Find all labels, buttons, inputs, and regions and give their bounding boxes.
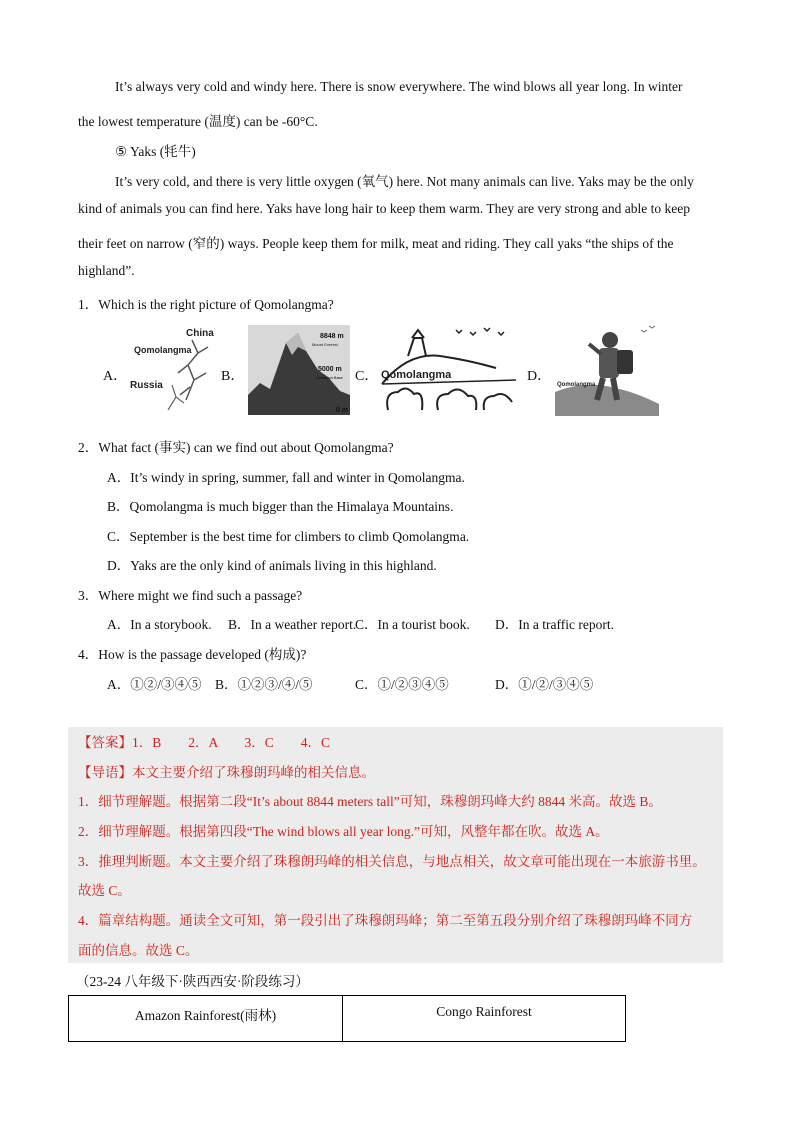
q4-option-d: D．①/②/③④⑤ — [495, 677, 594, 692]
answer-guide: 【导语】本文主要介绍了珠穆朗玛峰的相关信息。 — [78, 765, 375, 780]
pic-a-qomolangma: Qomolangma — [134, 345, 192, 355]
q4-option-b: B．①②③/④/⑤ — [215, 677, 313, 692]
q3-option-a: A．In a storybook. — [107, 617, 212, 632]
question-1-stem: 1．Which is the right picture of Qomolangma? — [78, 297, 334, 312]
q2-option-d: D．Yaks are the only kind of animals living in this highland. — [107, 558, 437, 573]
question-3-stem: 3．Where might we find such a passage? — [78, 588, 303, 603]
explanation-3-cont: 故选 C。 — [78, 883, 131, 898]
q2-option-c: C．September is the best time for climbers to climb Qomolangma. — [107, 529, 470, 544]
pic-b-top-sub: Mount Everest — [312, 342, 338, 347]
passage-line: highland”. — [78, 263, 135, 278]
pic-a-china: China — [186, 328, 214, 339]
pic-b-mid: 5000 m — [318, 366, 342, 373]
source-note: （23-24 八年级下·陕西西安·阶段练习） — [76, 974, 309, 989]
picture-d-climber — [555, 322, 659, 416]
passage-line: It’s always very cold and windy here. There is snow everywhere. The wind blows all year long. In winter — [115, 79, 683, 94]
answer-key: 【答案】1．B 2．A 3．C 4．C — [78, 735, 331, 750]
pic-c-qomolangma: Qomolangma — [381, 369, 452, 381]
q2-option-b: B．Qomolangma is much bigger than the Himalaya Mountains. — [107, 499, 454, 514]
explanation-1: 1．细节理解题。根据第二段“It’s about 8844 meters tall”可知，珠穆朗玛峰大约 8844 米高。故选 B。 — [78, 794, 662, 809]
option-d-label: D． — [527, 369, 552, 384]
question-2-stem: 2．What fact (事实) can we find out about Qomolangma? — [78, 440, 394, 455]
question-4-stem: 4．How is the passage developed (构成)? — [78, 647, 307, 662]
pic-b-bottom: 0 m — [336, 407, 349, 414]
paragraph-heading: ⑤ Yaks (牦牛) — [115, 144, 196, 159]
pic-a-russia: Russia — [130, 380, 163, 391]
explanation-3: 3．推理判断题。本文主要介绍了珠穆朗玛峰的相关信息，与地点相关，故文章可能出现在一本旅游书里。 — [78, 854, 706, 869]
q2-option-a: A．It’s windy in spring, summer, fall and winter in Qomolangma. — [107, 470, 465, 485]
q4-option-a: A．①②/③④⑤ — [107, 677, 202, 692]
option-c-label: C． — [355, 369, 379, 384]
explanation-4: 4．篇章结构题。通读全文可知，第一段引出了珠穆朗玛峰；第二至第五段分别介绍了珠穆朗玛峰不同方 — [78, 913, 693, 928]
q3-option-d: D．In a traffic report. — [495, 617, 614, 632]
passage-line: It’s very cold, and there is very little oxygen (氧气) here. Not many animals can live. Yaks may be the only — [115, 174, 694, 189]
explanation-4-cont: 面的信息。故选 C。 — [78, 943, 199, 958]
picture-c-sketch — [378, 322, 518, 414]
pic-b-mid-sub: Himalaya Base — [316, 375, 343, 380]
q4-option-c: C．①/②③④⑤ — [355, 677, 449, 692]
pic-b-top: 8848 m — [320, 333, 344, 340]
q3-option-c: C．In a tourist book. — [355, 617, 470, 632]
comparison-table — [68, 995, 626, 1042]
passage-line: kind of animals you can find here. Yaks have long hair to keep them warm. They are very strong and able to keep — [78, 201, 690, 216]
table-header-congo: Congo Rainforest — [343, 996, 626, 1042]
option-b-label: B． — [221, 369, 245, 384]
passage-line: their feet on narrow (窄的) ways. People keep them for milk, meat and riding. They call yaks “the ships of the — [78, 236, 674, 251]
explanation-2: 2．细节理解题。根据第四段“The wind blows all year long.”可知，风整年都在吹。故选 A。 — [78, 824, 609, 839]
pic-d-qomolangma: Qomolangma — [557, 382, 596, 388]
picture-b-mountain — [248, 325, 350, 415]
q3-option-b: B．In a weather report. — [228, 617, 357, 632]
picture-a-map — [128, 325, 220, 413]
passage-line: the lowest temperature (温度) can be -60°C. — [78, 114, 318, 129]
option-a-label: A． — [103, 369, 128, 384]
table-header-amazon: Amazon Rainforest(雨林) — [69, 996, 343, 1042]
